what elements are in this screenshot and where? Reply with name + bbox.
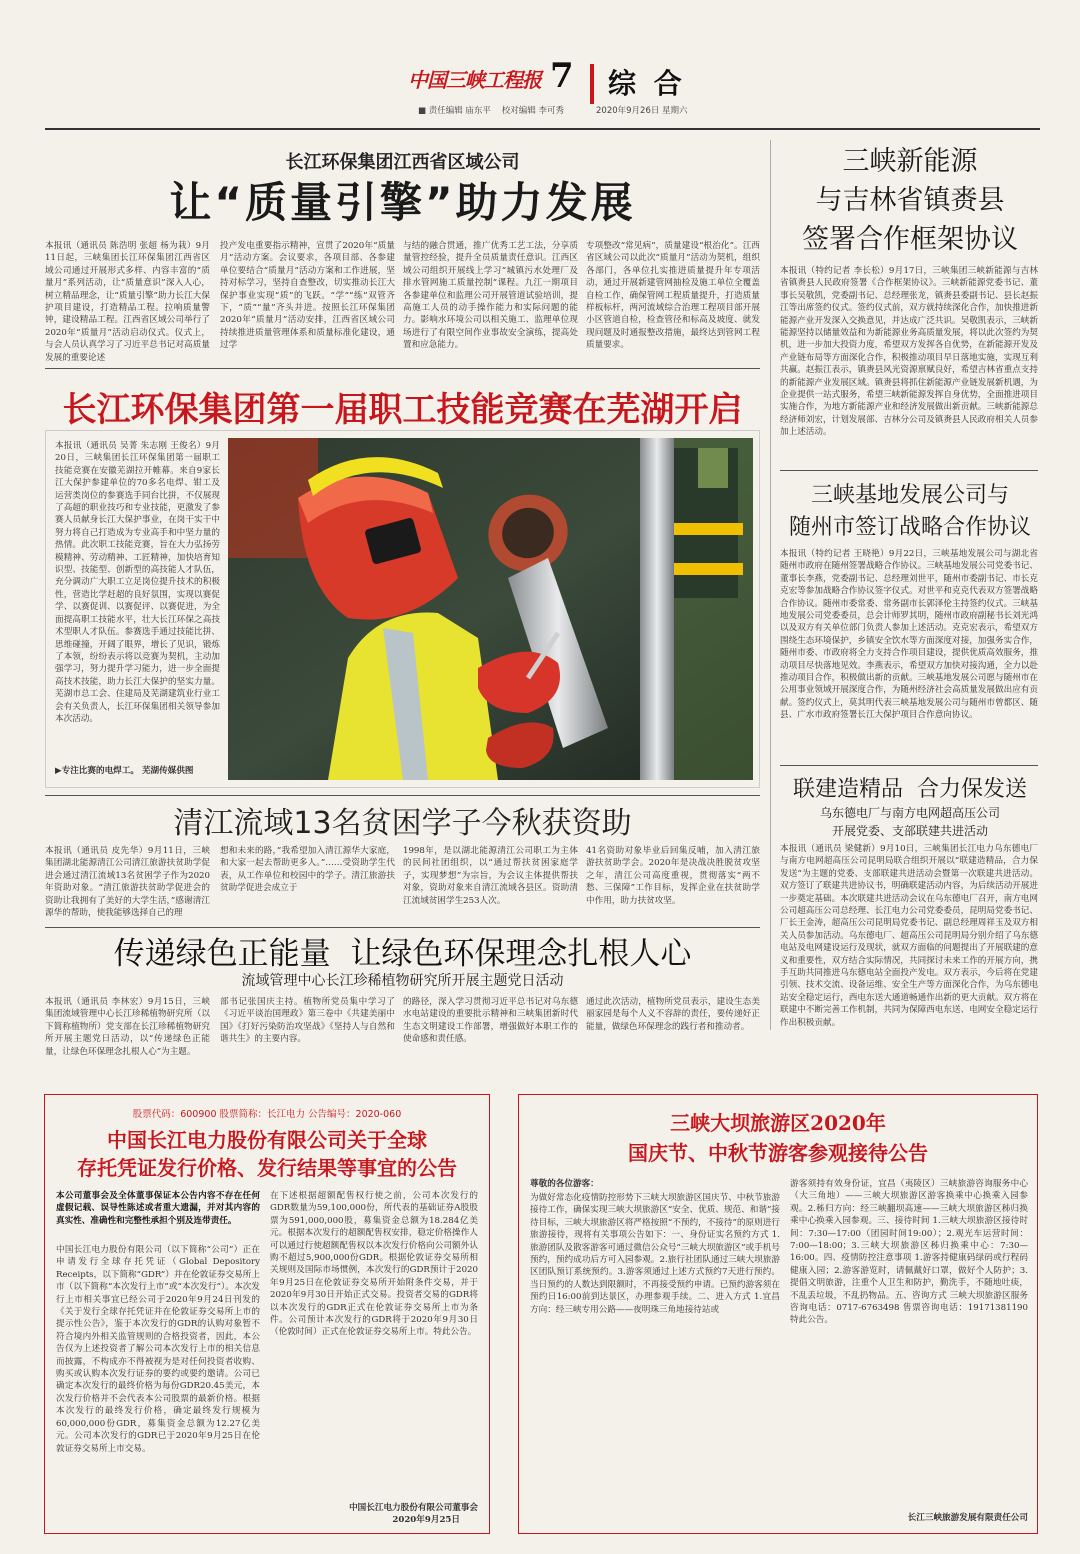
welder-photo	[228, 438, 753, 780]
ad2-sign: 长江三峡旅游发展有限责任公司	[907, 1513, 1028, 1523]
a7-col-1: 本报讯（通讯员 李林宏）9月15日，三峡集团流域管理中心长江珍稀植物研究所（以下简称植物所）党支部在长江珍稀植物研究所开展主题党日活动，以“传递绿色正能量，让绿色环保理念扎根人心”为主题。	[45, 997, 210, 1057]
a6-col-2: 想和未来的路，”我希望加入清江源华大家庭，和大家一起去帮助更多人。”……受资助学生代表，从工作单位和校园中的学子。清江旅游扶贫助学促进会成立于	[220, 846, 395, 894]
a3-body: 本报讯（通讯员 吴菁 朱志刚 王俊名）9月20日，三峡集团长江环保集团第一届职工技能竞赛在安徽芜湖拉开帷幕。来自9家长江大保护参建单位的70多名电焊、钳工及运营类岗位的参赛选手同台比拼，不仅展现了高超的职业技巧和专业技能，更激发了参赛人员献身长江大保护事业，在岗干实干中努力将自己打造成为专业高手和中坚力量的热情。此次职工技能竞赛，旨在大力弘扬劳模精神、劳动精神、工匠精神，加快培育知识型、技能型、创新型的高技能人才队伍，充分调动广大职工立足岗位提升技术的积极性，营造比学赶超的良好氛围，实现以赛促学、以赛促训、以赛促评、以赛促进，为全面提高职工技能水平，壮大长江环保之高技术型职人才队伍。参赛选手通过技能比拼、思维碰撞，开阔了眼界，增长了见识，锻炼了本领，纷纷表示将以竞赛为契机，主动加强学习，努力提升学习能力，进一步全面提高技术技能，助力长江大保护的坚实力量。芜湖市总工会、住建局及芜湖建筑业行业工会有关负责人，长江环保集团相关领导参加本次活动。	[55, 441, 220, 724]
ad1-codes: 股票代码：600900 股票简称：长江电力 公告编号：2020-060	[132, 1109, 402, 1120]
a6-col-1: 本报讯（通讯员 皮先华）9月11日，三峡集团湖北能源清江公司清江旅游扶贫助学促进会通过清江流域13名贫困学子作为2020年资助对象。“清江旅游扶贫助学促进会的资助让我拥有了美好的大学生活，”感谢清江源华的帮助，使我能够选择自己的理	[45, 846, 210, 919]
a5-title: 联建造精品 合力保发送	[793, 777, 1027, 802]
a7-subtitle: 流域管理中心长江珍稀植物研究所开展主题党日活动	[241, 973, 564, 989]
page-number: 7	[550, 56, 574, 96]
section-name: 综 合	[608, 67, 686, 100]
a1-title: 让“质量引擎”助力发展	[169, 178, 636, 227]
a6-col-3: 1998年，是以湖北能源清江公司职工为主体的民间社团组织，以“通过帮扶贫困家庭学子，实现梦想”为宗旨，为会议主体提供帮扶对象，资助对象来自清江流域各县区。资助清江流域贫困学生253人次。	[403, 846, 578, 906]
a7-col-2: 部书记张国庆主持。植物所党员集中学习了《习近平谈治国理政》第三卷中《共建美丽中国》《打好污染防治攻坚战》《坚持人与自然和谐共生》的主要内容。	[220, 997, 395, 1045]
ad2-body: 为做好常态化疫情防控形势下三峡大坝旅游区国庆节、中秋节旅游接待工作，确保实现三峡大坝旅游区“安全、优质、规范、和谐”接待目标，三峡大坝旅游区将严格按照“不预约，不接待”的原则进行旅游接待，现将有关事项公告如下：一、身份证实名预约方式 1.旅游团队及散客游客可通过微信公众号“三峡大坝旅游区”或手机号预约，预约成功后方可入园参观。2.旅行社团队通过三峡大坝旅游区团队预订系统预约。3.游客须通过上述方式预约7天进行预约。当日预约的人数达到限额时，不再接受预约申请。已预约游客须在预约日16:00前到达景区，办理参观手续。二、进入方式 1.宜昌方向：经三峡专用公路——夜明珠三角地接待站或	[530, 1193, 780, 1315]
ad2-title: 三峡大坝旅游区2020年 国庆节、中秋节游客参观接待公告	[628, 1111, 928, 1165]
ad1-title: 中国长江电力股份有限公司关于全球 存托凭证发行价格、发行结果等事宜的公告	[77, 1128, 457, 1180]
a1-kicker: 长江环保集团江西省区域公司	[285, 152, 520, 173]
a2-body: 本报讯（特约记者 李长松）9月17日，三峡集团三峡新能源与吉林省镇赉县人民政府签署《合作框架协议》。三峡新能源党委书记、董事长吴敬凯，党委副书记、总经理张龙，镇赉县委副书记、县长赵振江等出席签约仪式。签约仪式前，双方就持续深化合作，加快推进新能源产业开发深入交换意见，并达成广泛共识。吴敬凯表示，三峡新能源坚持以储量效益和为新能源业务高质量发展，将以此次签约为契机，进一步加大投资力度，希望双方发挥各自优势，在新能源开发及产业链布局等方面深化合作，积极推动项目早日落地实施，实现互利共赢。赵振江表示，镇赉县风光资源禀赋良好，希望吉林省重点支持的新能源产业发展区域。镇赉县将抓住新能源产业链发展新机遇，为企业提供一站式服务，希望三峡新能源发挥自身优势，全面推进项目实施合作，为地方新能源产业和经济发展做出新贡献。三峡新能源总经济师刘宏，计划发展部、吉林分公司及镇赉县人民政府相关人员参加上述活动。	[780, 266, 1038, 438]
ad1-body-2: 在下述根据超额配售权行使之前，公司本次发行的GDR数量为59,100,000份，所代表的基础证券A股股票为591,000,000股，募集资金总额为18.284亿美元。根据本次发行的超额配售权安排，稳定价格操作人可以通过行使超额配售权以本次发行价格向公司额外认购不超过5,900,000份GDR。根据伦敦证券交易所相关规则及国际市场惯例，本次发行的GDR预计于2020年9月25日在伦敦证券交易所开始附条件交易，并于2020年9月30日开始正式交易。投资者交易的GDR将以本次发行的GDR正式在伦敦证券交易所上市为条件。公司预计本次发行的GDR将于2020年9月30日（伦敦时间）正式在伦敦证券交易所上市。特此公告。	[270, 1191, 478, 1338]
editor-line: ■ 责任编辑 庙东平 校对编辑 李可秀	[418, 106, 564, 116]
section-bar	[590, 64, 594, 104]
a1-col-4: 专项整改“常见病”，质量建设“根治化”。江西省区域公司以此次“质量月”活动为契机，组织各部门，各单位扎实推进质量提升年专项活动，通过开展新建管网抽检及施工单位全覆盖自检工作，确保管网工程质量提升，打造质量样板标杆，两河流域综合治理工程项目部开展小区管道自检，检查管径和标高及坡度、就发现问题及时通报整改措施，最终达到管网工程质量要求。	[586, 241, 760, 351]
a7-col-3: 的路径，深入学习贯彻习近平总书记对乌东德水电站建设的重要批示精神和三峡集团新时代生态文明建设工作部署，增强做好本职工作的使命感和责任感。	[403, 997, 578, 1045]
masthead	[400, 56, 1040, 122]
issue-date: 2020年9月26日 星期六	[596, 106, 688, 116]
right-col-divider	[770, 140, 771, 1030]
a5-body: 本报讯（通讯员 梁健新）9月10日，三峡集团长江电力乌东德电厂与南方电网超高压公司昆明局联合组织开展以“联建造精品，合力保发送”为主题的党委、支部联建共进活动会暨第一次联建共进活动。双方签订了联建共进协议书，明确联建活动内容，为后续活动开展进一步奠定基础。本次联建共进活动会议在乌东德电厂召开，南方电网公司超高压公司总经理、长江电力公司党委委员，昆明局党委书记、厂长王金涛，超高压公司昆明局党委书记、副总经理周祥玉及双方相关人员参加活动。乌东德电厂、超高压公司昆明局分别介绍了乌东德电站及电网建设运行及现状，就双方面临的问题提出了开展联建的意义和重要性，双方结合实际情况，共同探讨未来工作的开展方向，携手互助共同推进乌东德电站全面投产发电。双方表示，今后将在党建引领、技术交流、设备运维、安全生产等方面深化合作，为乌东德电站安全稳定运行，西电东送大通道畅通作出新的更大贡献。双方将在联建中不断完善工作机制，共同为保障西电东送、电网安全稳定运行作出积极贡献。	[780, 844, 1038, 1028]
ad1-body: 中国长江电力股份有限公司（以下简称“公司”）正在申请发行全球存托凭证（Global Depository Receipts，以下简称“GDR”）并在伦敦证券交易所上市（以下简称“本次发行上市”或“本次发行”）。本次发行上市相关事宜已经公司于2020年9月24日刊发的《关于发行全球存托凭证并在伦敦证券交易所上市的提示性公告》，鉴于本次发行的GDR的认购对象暂不符合境内外相关监管规则的合格投资者，因此，本公告仅为上述投资者了解公司本次发行上市的相关信息而披露，不构成亦不得被视为是对任何投资者收购、购买或认购本次发行证券的要约或要约邀请。公司已确定本次发行的最终价格为每份GDR20.45美元，本次发行价格并不会代表本公司股票的最新价格。根据本次发行的最终发行价格，确定最终发行规模为60,000,000份GDR，募集资金总额为12.27亿美元。公司本次发行的GDR已于2020年9月25日在伦敦证券交易所上市交易。	[56, 1245, 260, 1454]
welder-illustration	[228, 438, 753, 780]
a4-bottom-rule	[780, 765, 1038, 766]
ad2-body-2: 游客须持有效身份证，宜昌（夷陵区）三峡旅游咨询服务中心（大三角地）——三峡大坝旅游区游客换乘中心换乘入园参观。2.秭归方向：经三峡翻坝高速——三峡大坝旅游区秭归换乘中心换乘入园参观。三、接待时间 1.三峡大坝旅游区接待时间：7:30—17:00（团园时间19:00）；2.观光车运营时间：7:00—18:00；3.三峡大坝旅游区秭归换乘中心：7:30—16:00。四、疫情防控注意事项 1.游客持健康码绿码或行程码健康入园；2.游客游览时，请佩戴好口罩，做好个人防护；3.提倡文明旅游，注重个人卫生和防护，勤洗手，不随地吐痰，不乱丢垃圾，不乱扔物品。五、咨询方式 三峡大坝旅游区服务咨询电话：0717-6763498 售票咨询电话：19171381190 特此公告。	[790, 1179, 1028, 1326]
a2-bottom-rule	[780, 470, 1038, 471]
a6-col-4: 41名资助对象毕业后回集反哺，加入清江旅游扶贫助学会。2020年是决战决胜脱贫攻坚之年，清江公司高度重视，贯彻落实“两不愁、三保障”工作目标，发挥企业在扶贫助学中作用，助力扶贫攻坚。	[586, 846, 760, 906]
a1-col-1: 本报讯（通讯员 陈浩明 张超 杨为栽）9月11日起，三峡集团长江环保集团江西省区域公司通过开展形式多样、内容丰富的“质量月”系列活动，让“质量意识”深入人心，树立精品理念，让“质量引擎”助力长江大保护项目建设，打造精品工程。拉响质量警钟，建设精品工程。江西省区域公司举行了2020年“质量月”活动启动仪式。仪式上，与会人员认真学习了习近平总书记对高质量发展的重要论述	[45, 241, 210, 363]
proof-editor: 校对编辑 李可秀	[501, 106, 564, 116]
a3-caption: ▶专注比赛的电焊工。 芜湖传媒供图	[55, 766, 194, 776]
a3-title: 长江环保集团第一届职工技能竞赛在芜湖开启	[62, 390, 743, 430]
a7-title: 传递绿色正能量 让绿色环保理念扎根人心	[113, 936, 692, 972]
ad1-sign-1: 中国长江电力股份有限公司董事会	[349, 1503, 478, 1513]
newspaper-logo: 中国三峡工程报	[408, 68, 541, 92]
a7-col-4: 通过此次活动，植物所党员表示，建设生态美丽家园是每个人义不容辞的责任，要传递好正能量，做绿色环保理念的践行者和推动者。	[586, 997, 760, 1032]
a4-title: 三峡基地发展公司与 随州市签订战略合作协议	[788, 483, 1031, 540]
a2-title: 三峡新能源 与吉林省镇赉县 签署合作框架协议	[802, 146, 1018, 255]
top-rule	[45, 128, 1040, 130]
a1-col-3: 与结的融合贯通，推广优秀工艺工法，分享质量管控经验，提升全员质量责任意识。江西区域公司组织开展线上学习“城镇污水处理厂及排水管网施工质量控制”课程。九江一期项目各参建单位和监理公司开展管道试验培训，提高施工人员的动手操作能力和实际问题的能力。影响水环境公司以相关施工、监理单位现场进行了有限空间作业事故安全演练，提高处置和应急能力。	[403, 241, 578, 351]
editor: 责任编辑 庙东平	[428, 106, 491, 116]
a5-subtitle: 乌东德电厂与南方电网超高压公司 开展党委、支部联建共进活动	[819, 806, 1000, 838]
ad1-sign-2: 2020年9月25日	[392, 1515, 460, 1525]
a3-bottom-rule	[45, 795, 760, 796]
a6-title: 清江流域13名贫困学子今秋获资助	[173, 806, 632, 841]
ad1-notice: 本公司董事会及全体董事保证本公告内容不存在任何虚假记载、误导性陈述或者重大遗漏，并对其内容的真实性、准确性和完整性承担个别及连带责任。	[56, 1191, 260, 1226]
a1-col-2: 投产发电重要指示精神，宣贯了2020年“质量月”活动方案。会议要求，各项目部、各参建单位要结合“质量月”活动方案和工作进展，坚持对标学习，坚持自查整改，切实推动长江大保护事业实现“质”的飞跃。“学”“练”双管齐下，“质”“量”齐头并进。按照长江环保集团2020年“质量月”活动安排，江西省区域公司持续推进质量管理体系和质量标准化建设，通过学	[220, 241, 395, 351]
a4-body: 本报讯（特约记者 王晓艳）9月22日，三峡基地发展公司与湖北省随州市政府在随州签署战略合作协议。三峡基地发展公司党委书记、董事长李燕，党委副书记、总经理刘世平，随州市委副书记、市长克克宏等参加战略合作协议签字仪式。对世平和克克代表双方签署战略合作协议。随州市委常委、常务副市长郭泽伦主持签约仪式。三峡基地发展公司党委委员，总会计师罗其明，随州市政府副秘书长刘光鸿以及双方有关单位部门负责人参加上述活动。克克宏表示，希望双方围绕生态环境保护，乡镇安全饮水等方面深度对接，加强务实合作，随州市委、市政府将全力支持合作项目建设，提供优质高效服务，推动项目尽快落地见效。李燕表示，希望双方加快对接沟通，全力以赴推动项目合作，积极做出新的贡献。三峡基地发展公司愿与随州市在公用事业领域开展深度合作，为随州经济社会高质量发展做出应有贡献。签约仪式上，莫其明代表三峡基地发展公司与随州市曾都区、随县、广水市政府签署长江大保护项目合作意向协议。	[780, 549, 1038, 721]
ad2-greeting: 尊敬的各位游客：	[530, 1179, 599, 1189]
a1-bottom-rule	[45, 368, 760, 369]
